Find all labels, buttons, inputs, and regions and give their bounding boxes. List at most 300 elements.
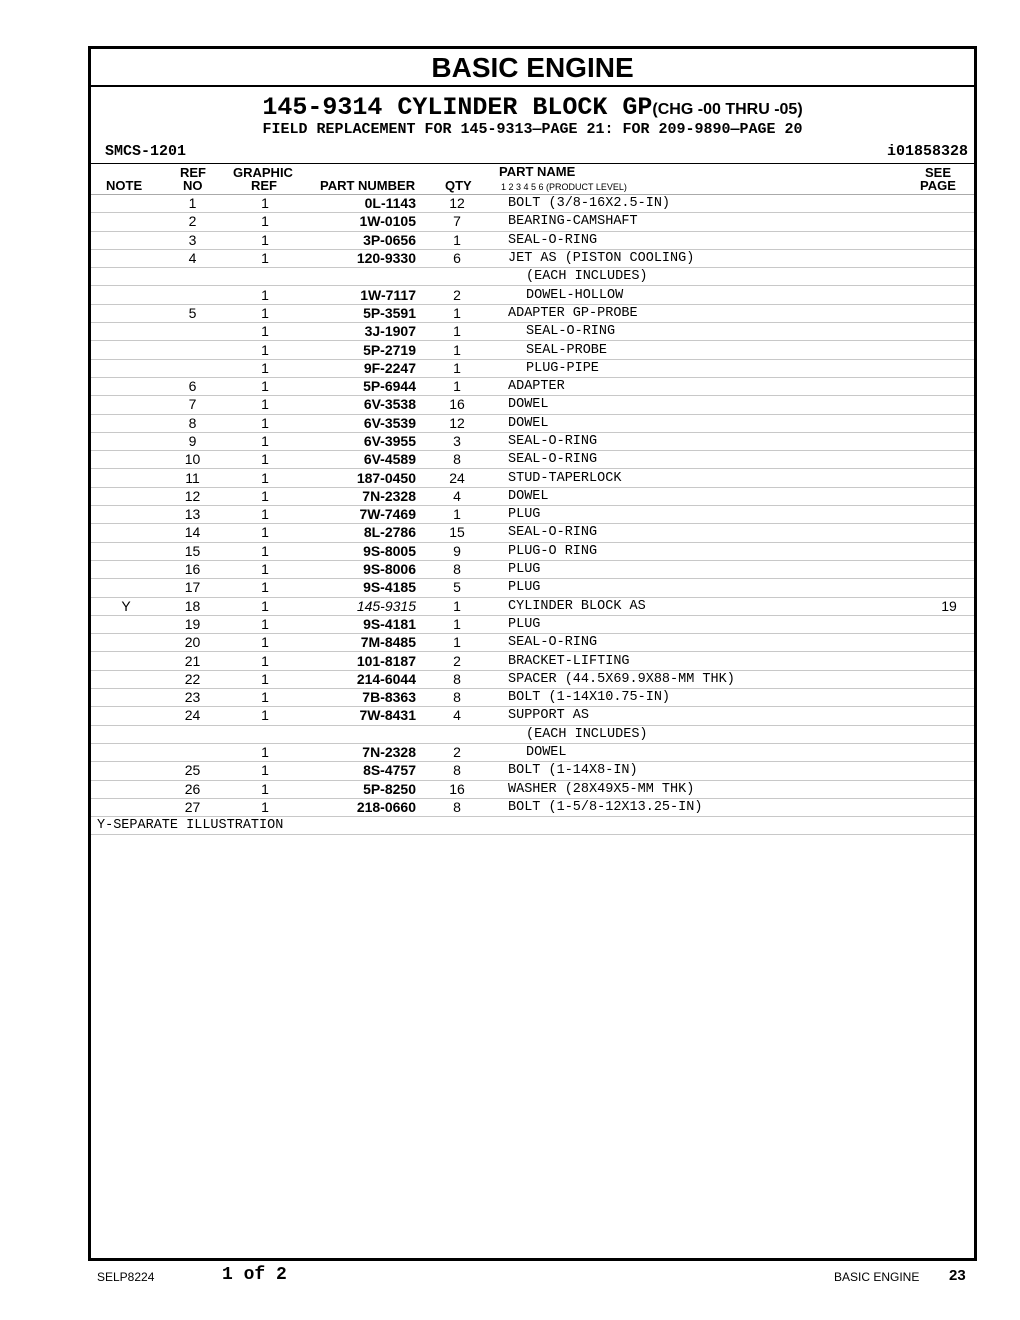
graphic-ref-cell: 1 — [224, 560, 306, 578]
header-graphic-bottom: REF — [251, 178, 277, 193]
see-page-cell — [924, 762, 974, 780]
part-name-cell: BRACKET-LIFTING — [498, 652, 924, 670]
ref-no-cell: 8 — [161, 414, 224, 432]
graphic-ref-cell: 1 — [224, 213, 306, 231]
part-number-cell: 218-0660 — [306, 798, 416, 816]
part-name-cell: WASHER (28X49X5-MM THK) — [498, 780, 924, 798]
header-ref-top: REF — [180, 165, 206, 180]
table-row — [91, 487, 974, 505]
table-row — [91, 707, 974, 725]
note-cell — [91, 780, 161, 798]
note-cell — [91, 359, 161, 377]
part-number-cell: 9S-4181 — [306, 615, 416, 633]
part-name-cell: (EACH INCLUDES) — [498, 725, 924, 743]
see-page-cell — [924, 780, 974, 798]
page-of: 1 of 2 — [222, 1265, 287, 1285]
part-number-cell: 5P-8250 — [306, 780, 416, 798]
part-number-cell: 0L-1143 — [306, 195, 416, 213]
part-number-cell: 7N-2328 — [306, 487, 416, 505]
see-page-cell — [924, 249, 974, 267]
qty-cell: 15 — [416, 524, 498, 542]
code-row — [91, 141, 974, 164]
part-name-cell: BOLT (1-14X10.75-IN) — [498, 689, 924, 707]
qty-cell: 3 — [416, 432, 498, 450]
graphic-ref-cell: 1 — [224, 323, 306, 341]
graphic-ref-cell: 1 — [224, 231, 306, 249]
see-page-cell — [924, 560, 974, 578]
qty-cell: 1 — [416, 634, 498, 652]
ref-no-cell: 12 — [161, 487, 224, 505]
note-cell — [91, 579, 161, 597]
note-cell — [91, 762, 161, 780]
see-page-cell — [924, 432, 974, 450]
part-name-cell: PLUG — [498, 560, 924, 578]
part-number-cell: 187-0450 — [306, 469, 416, 487]
note-cell — [91, 798, 161, 816]
header-see-bottom: PAGE — [920, 178, 956, 193]
part-number-cell: 5P-2719 — [306, 341, 416, 359]
see-page-cell — [924, 323, 974, 341]
graphic-ref-cell: 1 — [224, 707, 306, 725]
header-see-top: SEE — [925, 165, 952, 180]
parts-table — [91, 195, 974, 835]
table-row — [91, 231, 974, 249]
header-graphic-top: GRAPHIC — [233, 165, 293, 180]
qty-cell: 8 — [416, 762, 498, 780]
part-number-cell: 9S-8006 — [306, 560, 416, 578]
qty-cell: 5 — [416, 579, 498, 597]
qty-cell: 7 — [416, 213, 498, 231]
note-cell — [91, 707, 161, 725]
qty-cell: 1 — [416, 506, 498, 524]
graphic-ref-cell: 1 — [224, 652, 306, 670]
note-cell — [91, 451, 161, 469]
table-row — [91, 524, 974, 542]
ref-no-cell: 3 — [161, 231, 224, 249]
ref-no-cell: 21 — [161, 652, 224, 670]
table-row — [91, 414, 974, 432]
qty-cell: 2 — [416, 286, 498, 304]
see-page-cell — [924, 341, 974, 359]
part-name-cell: SEAL-PROBE — [498, 341, 924, 359]
part-number-cell: 6V-4589 — [306, 451, 416, 469]
change-range: (CHG -00 THRU -05) — [652, 101, 803, 118]
qty-cell — [416, 268, 498, 286]
qty-cell: 4 — [416, 707, 498, 725]
graphic-ref-cell: 1 — [224, 762, 306, 780]
qty-cell: 8 — [416, 451, 498, 469]
qty-cell: 1 — [416, 359, 498, 377]
part-name-cell: SUPPORT AS — [498, 707, 924, 725]
note-cell — [91, 652, 161, 670]
table-row — [91, 195, 974, 213]
section-title: BASIC ENGINE — [91, 49, 974, 87]
table-row — [91, 469, 974, 487]
note-cell — [91, 542, 161, 560]
ref-no-cell: 5 — [161, 304, 224, 322]
note-cell — [91, 469, 161, 487]
part-name-cell: DOWEL — [498, 414, 924, 432]
see-page-cell — [924, 286, 974, 304]
part-number-cell — [306, 725, 416, 743]
see-page-cell — [924, 231, 974, 249]
table-row — [91, 743, 974, 761]
graphic-ref-cell: 1 — [224, 304, 306, 322]
note-cell — [91, 396, 161, 414]
part-number-cell: 8S-4757 — [306, 762, 416, 780]
table-row — [91, 268, 974, 286]
ref-no-cell — [161, 341, 224, 359]
note-cell — [91, 487, 161, 505]
ref-no-cell: 11 — [161, 469, 224, 487]
graphic-ref-cell: 1 — [224, 542, 306, 560]
see-page-cell — [924, 213, 974, 231]
header-product-level: 1 2 3 4 5 6 (PRODUCT LEVEL) — [501, 182, 627, 192]
qty-cell: 4 — [416, 487, 498, 505]
qty-cell: 8 — [416, 689, 498, 707]
qty-cell: 8 — [416, 670, 498, 688]
note-cell — [91, 725, 161, 743]
part-number-cell: 101-8187 — [306, 652, 416, 670]
group-number-name: 145-9314 CYLINDER BLOCK GP — [262, 93, 653, 122]
ref-no-cell: 4 — [161, 249, 224, 267]
note-cell — [91, 341, 161, 359]
see-page-cell — [924, 615, 974, 633]
footer-section: BASIC ENGINE — [834, 1270, 920, 1284]
graphic-ref-cell: 1 — [224, 451, 306, 469]
graphic-ref-cell: 1 — [224, 743, 306, 761]
qty-cell: 8 — [416, 560, 498, 578]
part-name-cell: PLUG — [498, 506, 924, 524]
table-row — [91, 359, 974, 377]
part-name-cell: DOWEL — [498, 743, 924, 761]
part-name-cell: SEAL-O-RING — [498, 432, 924, 450]
page-footer — [0, 1262, 1020, 1292]
part-number-cell: 7N-2328 — [306, 743, 416, 761]
note-cell — [91, 560, 161, 578]
see-page-cell — [924, 359, 974, 377]
ref-no-cell: 25 — [161, 762, 224, 780]
see-page-cell — [924, 743, 974, 761]
graphic-ref-cell: 1 — [224, 670, 306, 688]
note-cell — [91, 304, 161, 322]
graphic-ref-cell — [224, 725, 306, 743]
table-row — [91, 286, 974, 304]
see-page-cell — [924, 304, 974, 322]
graphic-ref-cell: 1 — [224, 487, 306, 505]
part-name-cell: SEAL-O-RING — [498, 524, 924, 542]
part-number-cell: 9S-4185 — [306, 579, 416, 597]
part-number-cell: 8L-2786 — [306, 524, 416, 542]
table-row — [91, 249, 974, 267]
ref-no-cell: 14 — [161, 524, 224, 542]
qty-cell: 12 — [416, 414, 498, 432]
qty-cell: 1 — [416, 615, 498, 633]
qty-cell: 1 — [416, 597, 498, 615]
table-row — [91, 560, 974, 578]
qty-cell: 2 — [416, 652, 498, 670]
graphic-ref-cell: 1 — [224, 798, 306, 816]
part-name-cell: ADAPTER GP-PROBE — [498, 304, 924, 322]
part-name-cell: CYLINDER BLOCK AS — [498, 597, 924, 615]
ref-no-cell: 24 — [161, 707, 224, 725]
see-page-cell — [924, 707, 974, 725]
ref-no-cell — [161, 725, 224, 743]
qty-cell: 1 — [416, 323, 498, 341]
qty-cell — [416, 725, 498, 743]
note-cell — [91, 377, 161, 395]
see-page-cell — [924, 377, 974, 395]
see-page-cell — [924, 414, 974, 432]
see-page-cell — [924, 652, 974, 670]
qty-cell: 16 — [416, 396, 498, 414]
graphic-ref-cell: 1 — [224, 524, 306, 542]
note-cell — [91, 268, 161, 286]
note-cell — [91, 414, 161, 432]
see-page-cell — [924, 725, 974, 743]
table-row — [91, 304, 974, 322]
part-number-cell: 7M-8485 — [306, 634, 416, 652]
see-page-cell — [924, 487, 974, 505]
part-name-cell: ADAPTER — [498, 377, 924, 395]
field-replacement-note: FIELD REPLACEMENT FOR 145-9313—PAGE 21: FOR 209-9890—PAGE 20 — [262, 121, 803, 138]
part-number-cell: 9S-8005 — [306, 542, 416, 560]
see-page-cell — [924, 798, 974, 816]
header-qty: QTY — [445, 178, 472, 193]
table-row — [91, 396, 974, 414]
ref-no-cell — [161, 268, 224, 286]
see-page-cell — [924, 634, 974, 652]
table-row — [91, 780, 974, 798]
page-frame — [88, 46, 977, 1261]
part-name-cell: PLUG — [498, 579, 924, 597]
see-page-cell — [924, 195, 974, 213]
ref-no-cell — [161, 286, 224, 304]
part-number-cell: 5P-3591 — [306, 304, 416, 322]
part-name-cell: BOLT (1-14X8-IN) — [498, 762, 924, 780]
part-number-cell: 1W-0105 — [306, 213, 416, 231]
table-row — [91, 213, 974, 231]
part-number-cell: 9F-2247 — [306, 359, 416, 377]
ref-no-cell — [161, 323, 224, 341]
table-row — [91, 506, 974, 524]
smcs-code: SMCS-1201 — [105, 143, 187, 160]
note-cell — [91, 506, 161, 524]
see-page-cell: 19 — [924, 597, 974, 615]
qty-cell: 12 — [416, 195, 498, 213]
graphic-ref-cell: 1 — [224, 634, 306, 652]
note-cell: Y — [91, 597, 161, 615]
see-page-cell — [924, 524, 974, 542]
ref-no-cell: 23 — [161, 689, 224, 707]
table-row — [91, 634, 974, 652]
page-number: 23 — [949, 1267, 966, 1284]
note-cell — [91, 689, 161, 707]
qty-cell: 1 — [416, 377, 498, 395]
graphic-ref-cell: 1 — [224, 579, 306, 597]
table-row — [91, 451, 974, 469]
graphic-ref-cell — [224, 268, 306, 286]
doc-number: SELP8224 — [97, 1270, 155, 1284]
graphic-ref-cell: 1 — [224, 377, 306, 395]
note-cell — [91, 231, 161, 249]
note-cell — [91, 670, 161, 688]
ref-no-cell: 26 — [161, 780, 224, 798]
table-row — [91, 377, 974, 395]
see-page-cell — [924, 396, 974, 414]
graphic-ref-cell: 1 — [224, 506, 306, 524]
part-number-cell: 7B-8363 — [306, 689, 416, 707]
footnote-row — [91, 817, 974, 835]
see-page-cell — [924, 542, 974, 560]
ref-no-cell: 16 — [161, 560, 224, 578]
part-number-cell: 7W-8431 — [306, 707, 416, 725]
group-title — [91, 93, 974, 122]
graphic-ref-cell: 1 — [224, 249, 306, 267]
qty-cell: 8 — [416, 798, 498, 816]
see-page-cell — [924, 506, 974, 524]
graphic-ref-cell: 1 — [224, 432, 306, 450]
ref-no-cell: 2 — [161, 213, 224, 231]
graphic-ref-cell: 1 — [224, 689, 306, 707]
illustration-id: i01858328 — [886, 143, 968, 160]
part-number-cell: 6V-3538 — [306, 396, 416, 414]
table-row — [91, 652, 974, 670]
graphic-ref-cell: 1 — [224, 341, 306, 359]
qty-cell: 16 — [416, 780, 498, 798]
see-page-cell — [924, 689, 974, 707]
parts-table-body — [91, 195, 974, 835]
part-number-cell: 3J-1907 — [306, 323, 416, 341]
part-name-cell: BEARING-CAMSHAFT — [498, 213, 924, 231]
ref-no-cell: 27 — [161, 798, 224, 816]
see-page-cell — [924, 268, 974, 286]
see-page-cell — [924, 579, 974, 597]
table-row — [91, 432, 974, 450]
graphic-ref-cell: 1 — [224, 597, 306, 615]
table-row — [91, 615, 974, 633]
part-name-cell: BOLT (1-5/8-12X13.25-IN) — [498, 798, 924, 816]
table-row — [91, 341, 974, 359]
graphic-ref-cell: 1 — [224, 615, 306, 633]
see-page-cell — [924, 451, 974, 469]
ref-no-cell: 18 — [161, 597, 224, 615]
note-cell — [91, 432, 161, 450]
table-row — [91, 689, 974, 707]
ref-no-cell: 22 — [161, 670, 224, 688]
part-number-cell: 120-9330 — [306, 249, 416, 267]
part-name-cell: (EACH INCLUDES) — [498, 268, 924, 286]
part-name-cell: BOLT (3/8-16X2.5-IN) — [498, 195, 924, 213]
graphic-ref-cell: 1 — [224, 469, 306, 487]
ref-no-cell: 7 — [161, 396, 224, 414]
header-part-name: PART NAME — [499, 164, 576, 179]
part-name-cell: SEAL-O-RING — [498, 323, 924, 341]
qty-cell: 1 — [416, 231, 498, 249]
part-name-cell: PLUG-O RING — [498, 542, 924, 560]
graphic-ref-cell: 1 — [224, 780, 306, 798]
part-number-cell: 6V-3539 — [306, 414, 416, 432]
note-cell — [91, 615, 161, 633]
note-cell — [91, 195, 161, 213]
note-cell — [91, 743, 161, 761]
part-number-cell: 5P-6944 — [306, 377, 416, 395]
graphic-ref-cell: 1 — [224, 396, 306, 414]
table-row — [91, 542, 974, 560]
ref-no-cell: 1 — [161, 195, 224, 213]
see-page-cell — [924, 670, 974, 688]
note-cell — [91, 249, 161, 267]
header-note: NOTE — [106, 178, 143, 193]
part-name-cell: SPACER (44.5X69.9X88-MM THK) — [498, 670, 924, 688]
part-number-cell: 214-6044 — [306, 670, 416, 688]
ref-no-cell — [161, 359, 224, 377]
note-cell — [91, 634, 161, 652]
qty-cell: 24 — [416, 469, 498, 487]
part-name-cell: DOWEL — [498, 487, 924, 505]
table-row — [91, 597, 974, 615]
note-cell — [91, 323, 161, 341]
table-row — [91, 670, 974, 688]
graphic-ref-cell: 1 — [224, 359, 306, 377]
ref-no-cell: 6 — [161, 377, 224, 395]
note-cell — [91, 286, 161, 304]
part-name-cell: PLUG — [498, 615, 924, 633]
ref-no-cell: 9 — [161, 432, 224, 450]
qty-cell: 9 — [416, 542, 498, 560]
header-part-number: PART NUMBER — [320, 178, 416, 193]
part-name-cell: STUD-TAPERLOCK — [498, 469, 924, 487]
part-number-cell: 145-9315 — [306, 597, 416, 615]
ref-no-cell: 15 — [161, 542, 224, 560]
part-name-cell: SEAL-O-RING — [498, 634, 924, 652]
table-header — [91, 164, 974, 195]
part-name-cell: JET AS (PISTON COOLING) — [498, 249, 924, 267]
part-number-cell: 3P-0656 — [306, 231, 416, 249]
part-number-cell — [306, 268, 416, 286]
part-name-cell: PLUG-PIPE — [498, 359, 924, 377]
note-cell — [91, 524, 161, 542]
part-name-cell: DOWEL — [498, 396, 924, 414]
part-number-cell: 6V-3955 — [306, 432, 416, 450]
note-cell — [91, 213, 161, 231]
graphic-ref-cell: 1 — [224, 195, 306, 213]
table-row — [91, 323, 974, 341]
footnote: Y-SEPARATE ILLUSTRATION — [91, 817, 974, 835]
table-row — [91, 579, 974, 597]
qty-cell: 6 — [416, 249, 498, 267]
qty-cell: 1 — [416, 341, 498, 359]
ref-no-cell: 17 — [161, 579, 224, 597]
ref-no-cell: 13 — [161, 506, 224, 524]
ref-no-cell: 20 — [161, 634, 224, 652]
table-row — [91, 762, 974, 780]
ref-no-cell: 10 — [161, 451, 224, 469]
part-name-cell: DOWEL-HOLLOW — [498, 286, 924, 304]
table-row — [91, 798, 974, 816]
table-row — [91, 725, 974, 743]
ref-no-cell — [161, 743, 224, 761]
graphic-ref-cell: 1 — [224, 414, 306, 432]
part-number-cell: 1W-7117 — [306, 286, 416, 304]
part-number-cell: 7W-7469 — [306, 506, 416, 524]
see-page-cell — [924, 469, 974, 487]
qty-cell: 2 — [416, 743, 498, 761]
part-name-cell: SEAL-O-RING — [498, 231, 924, 249]
graphic-ref-cell: 1 — [224, 286, 306, 304]
qty-cell: 1 — [416, 304, 498, 322]
ref-no-cell: 19 — [161, 615, 224, 633]
